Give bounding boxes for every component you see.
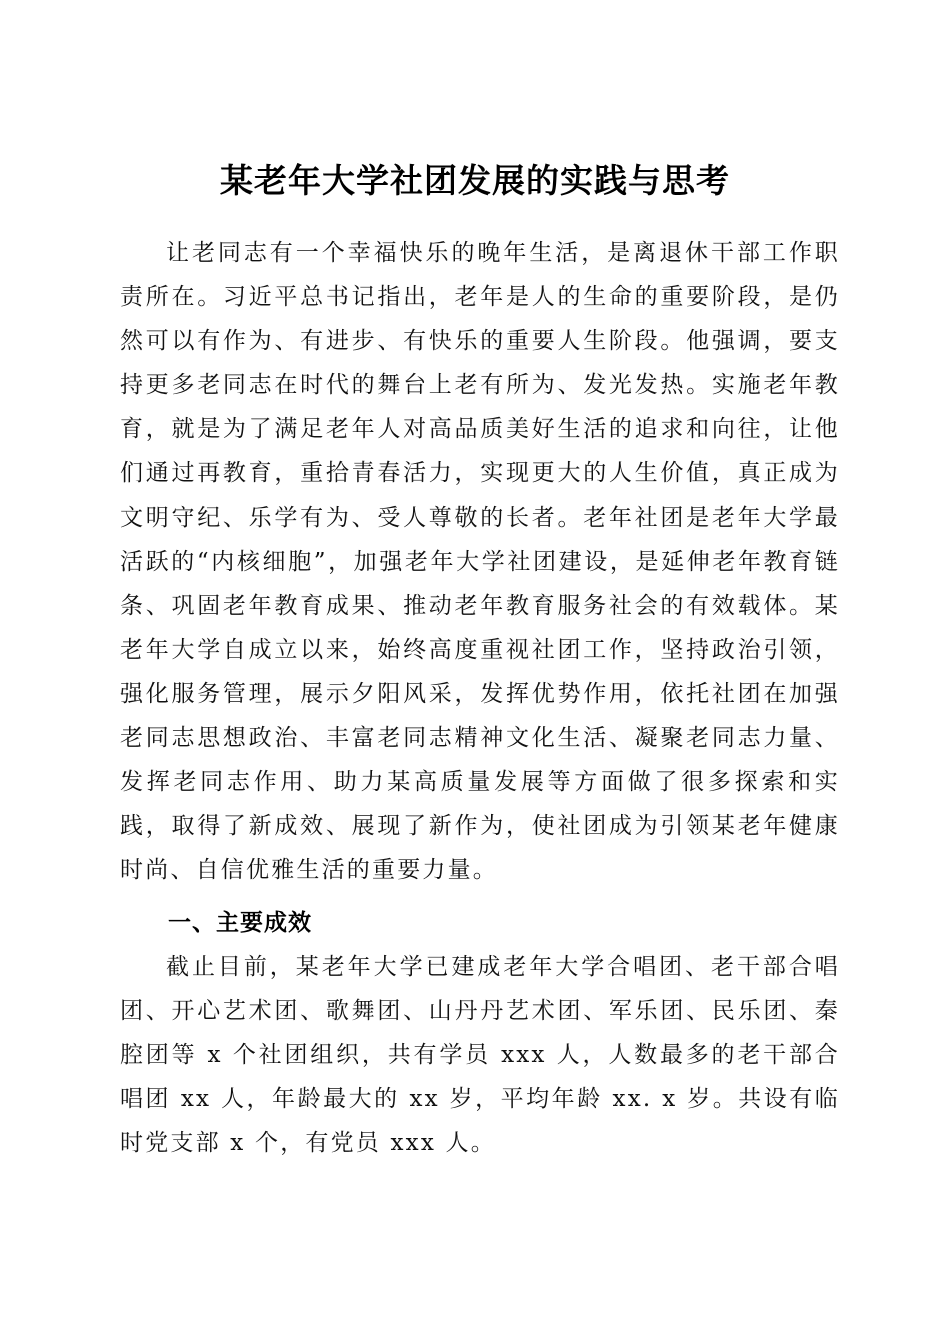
intro-paragraph: 让老同志有一个幸福快乐的晚年生活，是离退休干部工作职责所在。习近平总书记指出，老年是人的生命的重要阶段，是仍然可以有作为、有进步、有快乐的重要人生阶段。他强调，要支持更多老同志在时代的舞台上老有所为、发光发热。实施老年教育，就是为了满足老年人对高品质美好生活的追求和向往，让他们通过再教育，重拾青春活力，实现更大的人生价值，真正成为文明守纪、乐学有为、受人尊敬的长者。老年社团是老年大学最活跃的“内核细胞”，加强老年大学社团建设，是延伸老年教育链条、巩固老年教育成果、推动老年教育服务社会的有效载体。某老年大学自成立以来，始终高度重视社团工作，坚持政治引领，强化服务管理，展示夕阳风采，发挥优势作用，依托社团在加强老同志思想政治、丰富老同志精神文化生活、凝聚老同志力量、发挥老同志作用、助力某高质量发展等方面做了很多探索和实践，取得了新成效、展现了新作为，使社团成为引领某老年健康时尚、自信优雅生活的重要力量。: [120, 240, 840, 884]
section-heading-main-results: 一、主要成效: [168, 910, 312, 936]
results-paragraph: 截止目前，某老年大学已建成老年大学合唱团、老干部合唱团、开心艺术团、歌舞团、山丹丹艺术团、军乐团、民乐团、秦腔团等 x 个社团组织，共有学员 xxx 人，人数最多的老干部合唱团 xx 人，年龄最大的 xx 岁，平均年龄 xx. x 岁。共设有临时党支部 x 个，有党员 xxx 人。: [120, 954, 840, 1156]
document-title: 某老年大学社团发展的实践与思考: [220, 161, 730, 201]
